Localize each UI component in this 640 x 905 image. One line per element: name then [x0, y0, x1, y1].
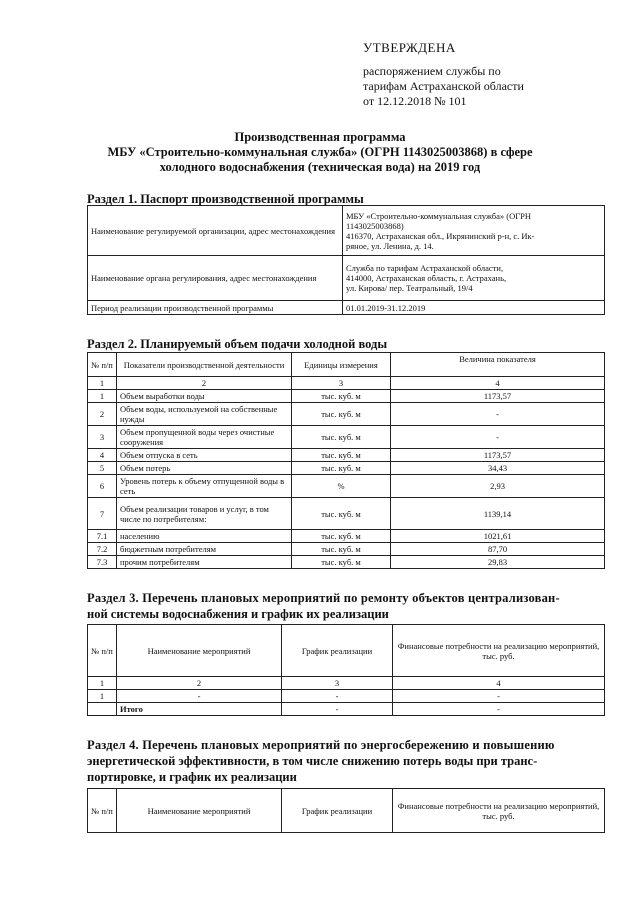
- row-unit: %: [292, 475, 391, 498]
- passport-label: Период реализации производственной программы: [88, 301, 343, 315]
- table-row: [88, 256, 605, 301]
- approval-line-2: тарифам Астраханской области: [363, 79, 524, 93]
- numbering-cell: 1: [88, 377, 117, 390]
- passport-label: Наименование регулируемой организации, адрес местонахождения: [88, 206, 343, 256]
- section-1-heading: Раздел 1. Паспорт производственной программы: [87, 192, 364, 206]
- table-row: [88, 206, 605, 256]
- row-indicator: Объем воды, используемой на собственные нужды: [117, 403, 292, 426]
- row-unit: тыс. куб. м: [292, 498, 391, 530]
- col-header-indicator: Показатели производственной деятельности: [117, 353, 292, 377]
- row-value: -: [391, 426, 605, 449]
- col-header-measures: Наименование мероприятий: [117, 789, 282, 833]
- row-unit: тыс. куб. м: [292, 462, 391, 475]
- col-header-finance: Финансовые потребности на реализацию мероприятий, тыс. руб.: [393, 789, 605, 833]
- table-row: [88, 556, 605, 569]
- row-value: 1139,14: [391, 498, 605, 530]
- table-row: [88, 690, 605, 703]
- passport-label: Наименование органа регулирования, адрес местонахождения: [88, 256, 343, 301]
- value-line: Служба по тарифам Астраханской области,: [346, 263, 504, 273]
- row-finance: -: [393, 703, 605, 716]
- row-indicator: Объем потерь: [117, 462, 292, 475]
- table-row: [88, 530, 605, 543]
- table-row: [88, 301, 605, 315]
- table-header-row: [88, 625, 605, 677]
- row-unit: тыс. куб. м: [292, 556, 391, 569]
- row-indicator: Объем реализации товаров и услуг, в том числе по потребителям:: [117, 498, 292, 530]
- value-line: 1143025003868): [346, 220, 404, 231]
- row-num: 5: [88, 462, 117, 475]
- row-num: 3: [88, 426, 117, 449]
- doc-title-line-3: холодного водоснабжения (техническая вода) на 2019 год: [159, 160, 481, 174]
- water-supply-table: [87, 352, 605, 569]
- row-indicator: населению: [117, 530, 292, 543]
- numbering-cell: 2: [117, 377, 292, 390]
- row-value: 29,83: [391, 556, 605, 569]
- table-row: [88, 390, 605, 403]
- col-header-value: Величина показателя: [391, 353, 605, 377]
- repair-measures-table: [87, 624, 605, 716]
- row-value: 34,43: [391, 462, 605, 475]
- row-value: 1173,57: [391, 449, 605, 462]
- table-header-row: [88, 353, 605, 377]
- approval-line-1: распоряжением службы по: [363, 64, 501, 78]
- value-line: МБУ «Строительно-коммунальная служба» (ОГРН: [346, 210, 531, 221]
- col-header-unit: Единицы измерения: [292, 353, 391, 377]
- value-line: 416370, Астраханская обл., Икрянинский р-н, с. Ик-: [346, 230, 535, 241]
- col-header-num: № п/п: [88, 353, 117, 377]
- row-num: [88, 703, 117, 716]
- row-indicator: Объем отпуска в сеть: [117, 449, 292, 462]
- row-unit: тыс. куб. м: [292, 390, 391, 403]
- table-header-row: [88, 789, 605, 833]
- row-value: 2,93: [391, 475, 605, 498]
- col-header-num: № п/п: [88, 625, 117, 677]
- col-header-schedule: График реализации: [282, 625, 393, 677]
- table-numbering-row: [88, 677, 605, 690]
- doc-title-line-1: Производственная программа: [234, 130, 406, 144]
- row-value: 1173,57: [391, 390, 605, 403]
- row-unit: тыс. куб. м: [292, 426, 391, 449]
- value-line: 414000, Астраханская область, г. Астрахань,: [346, 273, 507, 283]
- row-indicator: Уровень потерь к объему отпущенной воды в сеть: [117, 475, 292, 498]
- table-row: [88, 403, 605, 426]
- row-num: 6: [88, 475, 117, 498]
- row-num: 1: [88, 690, 117, 703]
- passport-value: [343, 206, 605, 256]
- section-3-heading-line-2: ной системы водоснабжения и график их реализации: [87, 607, 389, 621]
- section-4-heading-line-2: энергетической эффективности, в том числе снижению потерь воды при транс-: [87, 754, 538, 768]
- row-schedule: -: [282, 703, 393, 716]
- row-unit: тыс. куб. м: [292, 403, 391, 426]
- value-line: ряное, ул. Ленина, д. 14.: [346, 240, 434, 251]
- table-row: [88, 498, 605, 530]
- row-num: 7.2: [88, 543, 117, 556]
- row-indicator: Объем пропущенной воды через очистные сооружения: [117, 426, 292, 449]
- row-indicator: прочим потребителям: [117, 556, 292, 569]
- col-header-num: № п/п: [88, 789, 117, 833]
- row-num: 4: [88, 449, 117, 462]
- row-num: 1: [88, 390, 117, 403]
- row-finance: -: [393, 690, 605, 703]
- row-measure: -: [117, 690, 282, 703]
- row-indicator: Объем выработки воды: [117, 390, 292, 403]
- table-row: [88, 703, 605, 716]
- row-value: 87,70: [391, 543, 605, 556]
- approval-line-3: от 12.12.2018 № 101: [363, 94, 467, 108]
- energy-measures-table: [87, 788, 605, 833]
- numbering-cell: 3: [282, 677, 393, 690]
- numbering-cell: 2: [117, 677, 282, 690]
- row-indicator: бюджетным потребителям: [117, 543, 292, 556]
- col-header-schedule: График реализации: [282, 789, 393, 833]
- numbering-cell: 4: [391, 377, 605, 390]
- section-3-heading-line-1: Раздел 3. Перечень плановых мероприятий по ремонту объектов централизован-: [87, 591, 560, 605]
- passport-value: 01.01.2019-31.12.2019: [343, 301, 605, 315]
- row-schedule: -: [282, 690, 393, 703]
- doc-title-line-2: МБУ «Строительно-коммунальная служба» (ОГРН 1143025003868) в сфере: [107, 145, 533, 159]
- table-numbering-row: [88, 377, 605, 390]
- numbering-cell: 4: [393, 677, 605, 690]
- row-unit: тыс. куб. м: [292, 530, 391, 543]
- numbering-cell: 3: [292, 377, 391, 390]
- section-4-heading-line-3: портировке, и график их реализации: [87, 770, 297, 784]
- row-num: 2: [88, 403, 117, 426]
- passport-value: [343, 256, 605, 301]
- table-row: [88, 462, 605, 475]
- row-total-label: Итого: [117, 703, 282, 716]
- row-value: -: [391, 403, 605, 426]
- passport-table: [87, 205, 605, 315]
- col-header-measures: Наименование мероприятий: [117, 625, 282, 677]
- table-row: [88, 426, 605, 449]
- col-header-finance: Финансовые потребности на реализацию мероприятий, тыс. руб.: [393, 625, 605, 677]
- row-num: 7.3: [88, 556, 117, 569]
- row-num: 7.1: [88, 530, 117, 543]
- section-2-heading: Раздел 2. Планируемый объем подачи холодной воды: [87, 337, 388, 351]
- value-line: ул. Кирова/ пер. Театральный, 19/4: [346, 283, 473, 293]
- row-num: 7: [88, 498, 117, 530]
- row-value: 1021,61: [391, 530, 605, 543]
- table-row: [88, 543, 605, 556]
- row-unit: тыс. куб. м: [292, 543, 391, 556]
- approval-title: УТВЕРЖДЕНА: [363, 40, 456, 55]
- numbering-cell: 1: [88, 677, 117, 690]
- row-unit: тыс. куб. м: [292, 449, 391, 462]
- section-4-heading-line-1: Раздел 4. Перечень плановых мероприятий по энергосбережению и повышению: [87, 738, 555, 752]
- table-row: [88, 449, 605, 462]
- table-row: [88, 475, 605, 498]
